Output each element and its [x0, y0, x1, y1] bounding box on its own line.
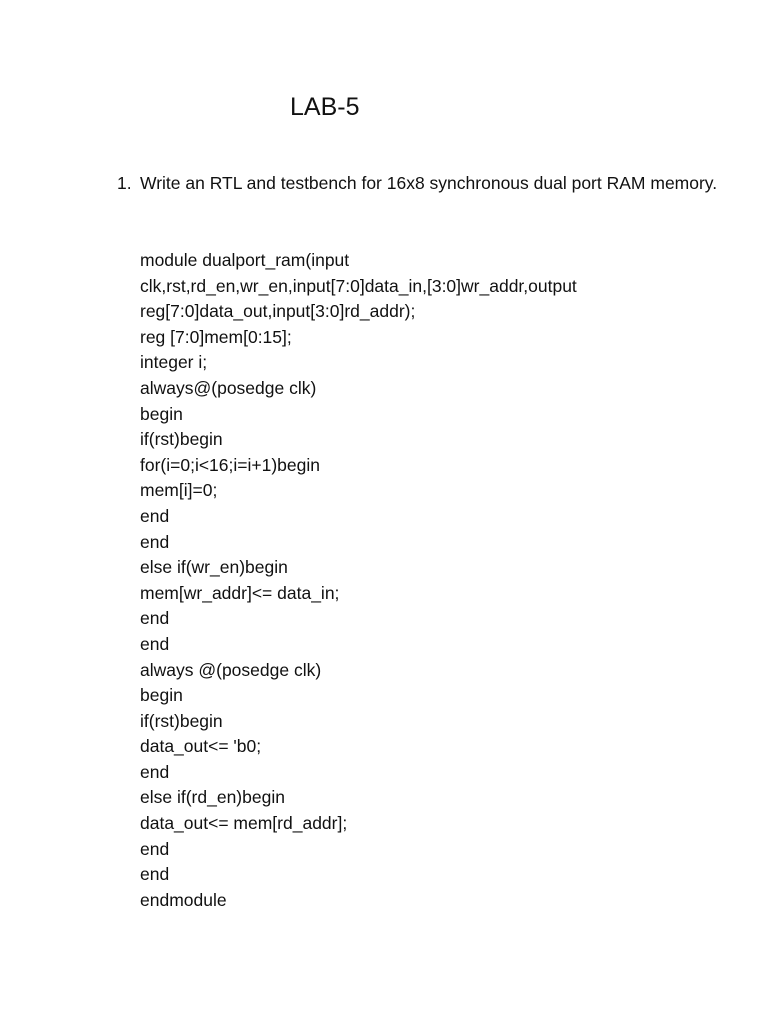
code-line: reg[7:0]data_out,input[3:0]rd_addr); [140, 301, 416, 322]
code-line: module dualport_ram(input [140, 250, 350, 270]
question-item [117, 171, 737, 197]
code-line: begin [140, 685, 183, 706]
code-line: end [140, 608, 170, 629]
question-text: Write an RTL and testbench for 16x8 synchronous dual port RAM memory. [140, 173, 718, 193]
code-line: else if(rd_en)begin [140, 787, 285, 808]
code-line: always@(posedge clk) [140, 377, 317, 398]
code-line: end [140, 864, 170, 885]
code-line: integer i; [140, 352, 208, 373]
code-line: end [140, 633, 170, 654]
code-line: end [140, 761, 170, 782]
code-line: endmodule [140, 889, 227, 910]
code-line: mem[wr_addr]<= data_in; [140, 582, 340, 603]
code-line: data_out<= 'b0; [140, 736, 262, 757]
code-line: for(i=0;i<16;i=i+1)begin [140, 454, 320, 475]
code-line: data_out<= mem[rd_addr]; [140, 813, 348, 834]
code-line: end [140, 505, 170, 526]
code-line: end [140, 531, 170, 552]
code-line: if(rst)begin [140, 710, 223, 731]
code-line: always @(posedge clk) [140, 659, 322, 680]
code-line: else if(wr_en)begin [140, 557, 288, 578]
code-line: begin [140, 403, 183, 424]
question-number: 1. [117, 173, 132, 193]
code-line: end [140, 838, 170, 859]
code-line: reg [7:0]mem[0:15]; [140, 326, 292, 347]
code-line: if(rst)begin [140, 429, 223, 450]
code-line: mem[i]=0; [140, 480, 218, 501]
code-line: clk,rst,rd_en,wr_en,input[7:0]data_in,[3:0]wr_addr,output [140, 275, 577, 296]
page-title: LAB-5 [290, 93, 360, 121]
code-block [140, 248, 740, 913]
